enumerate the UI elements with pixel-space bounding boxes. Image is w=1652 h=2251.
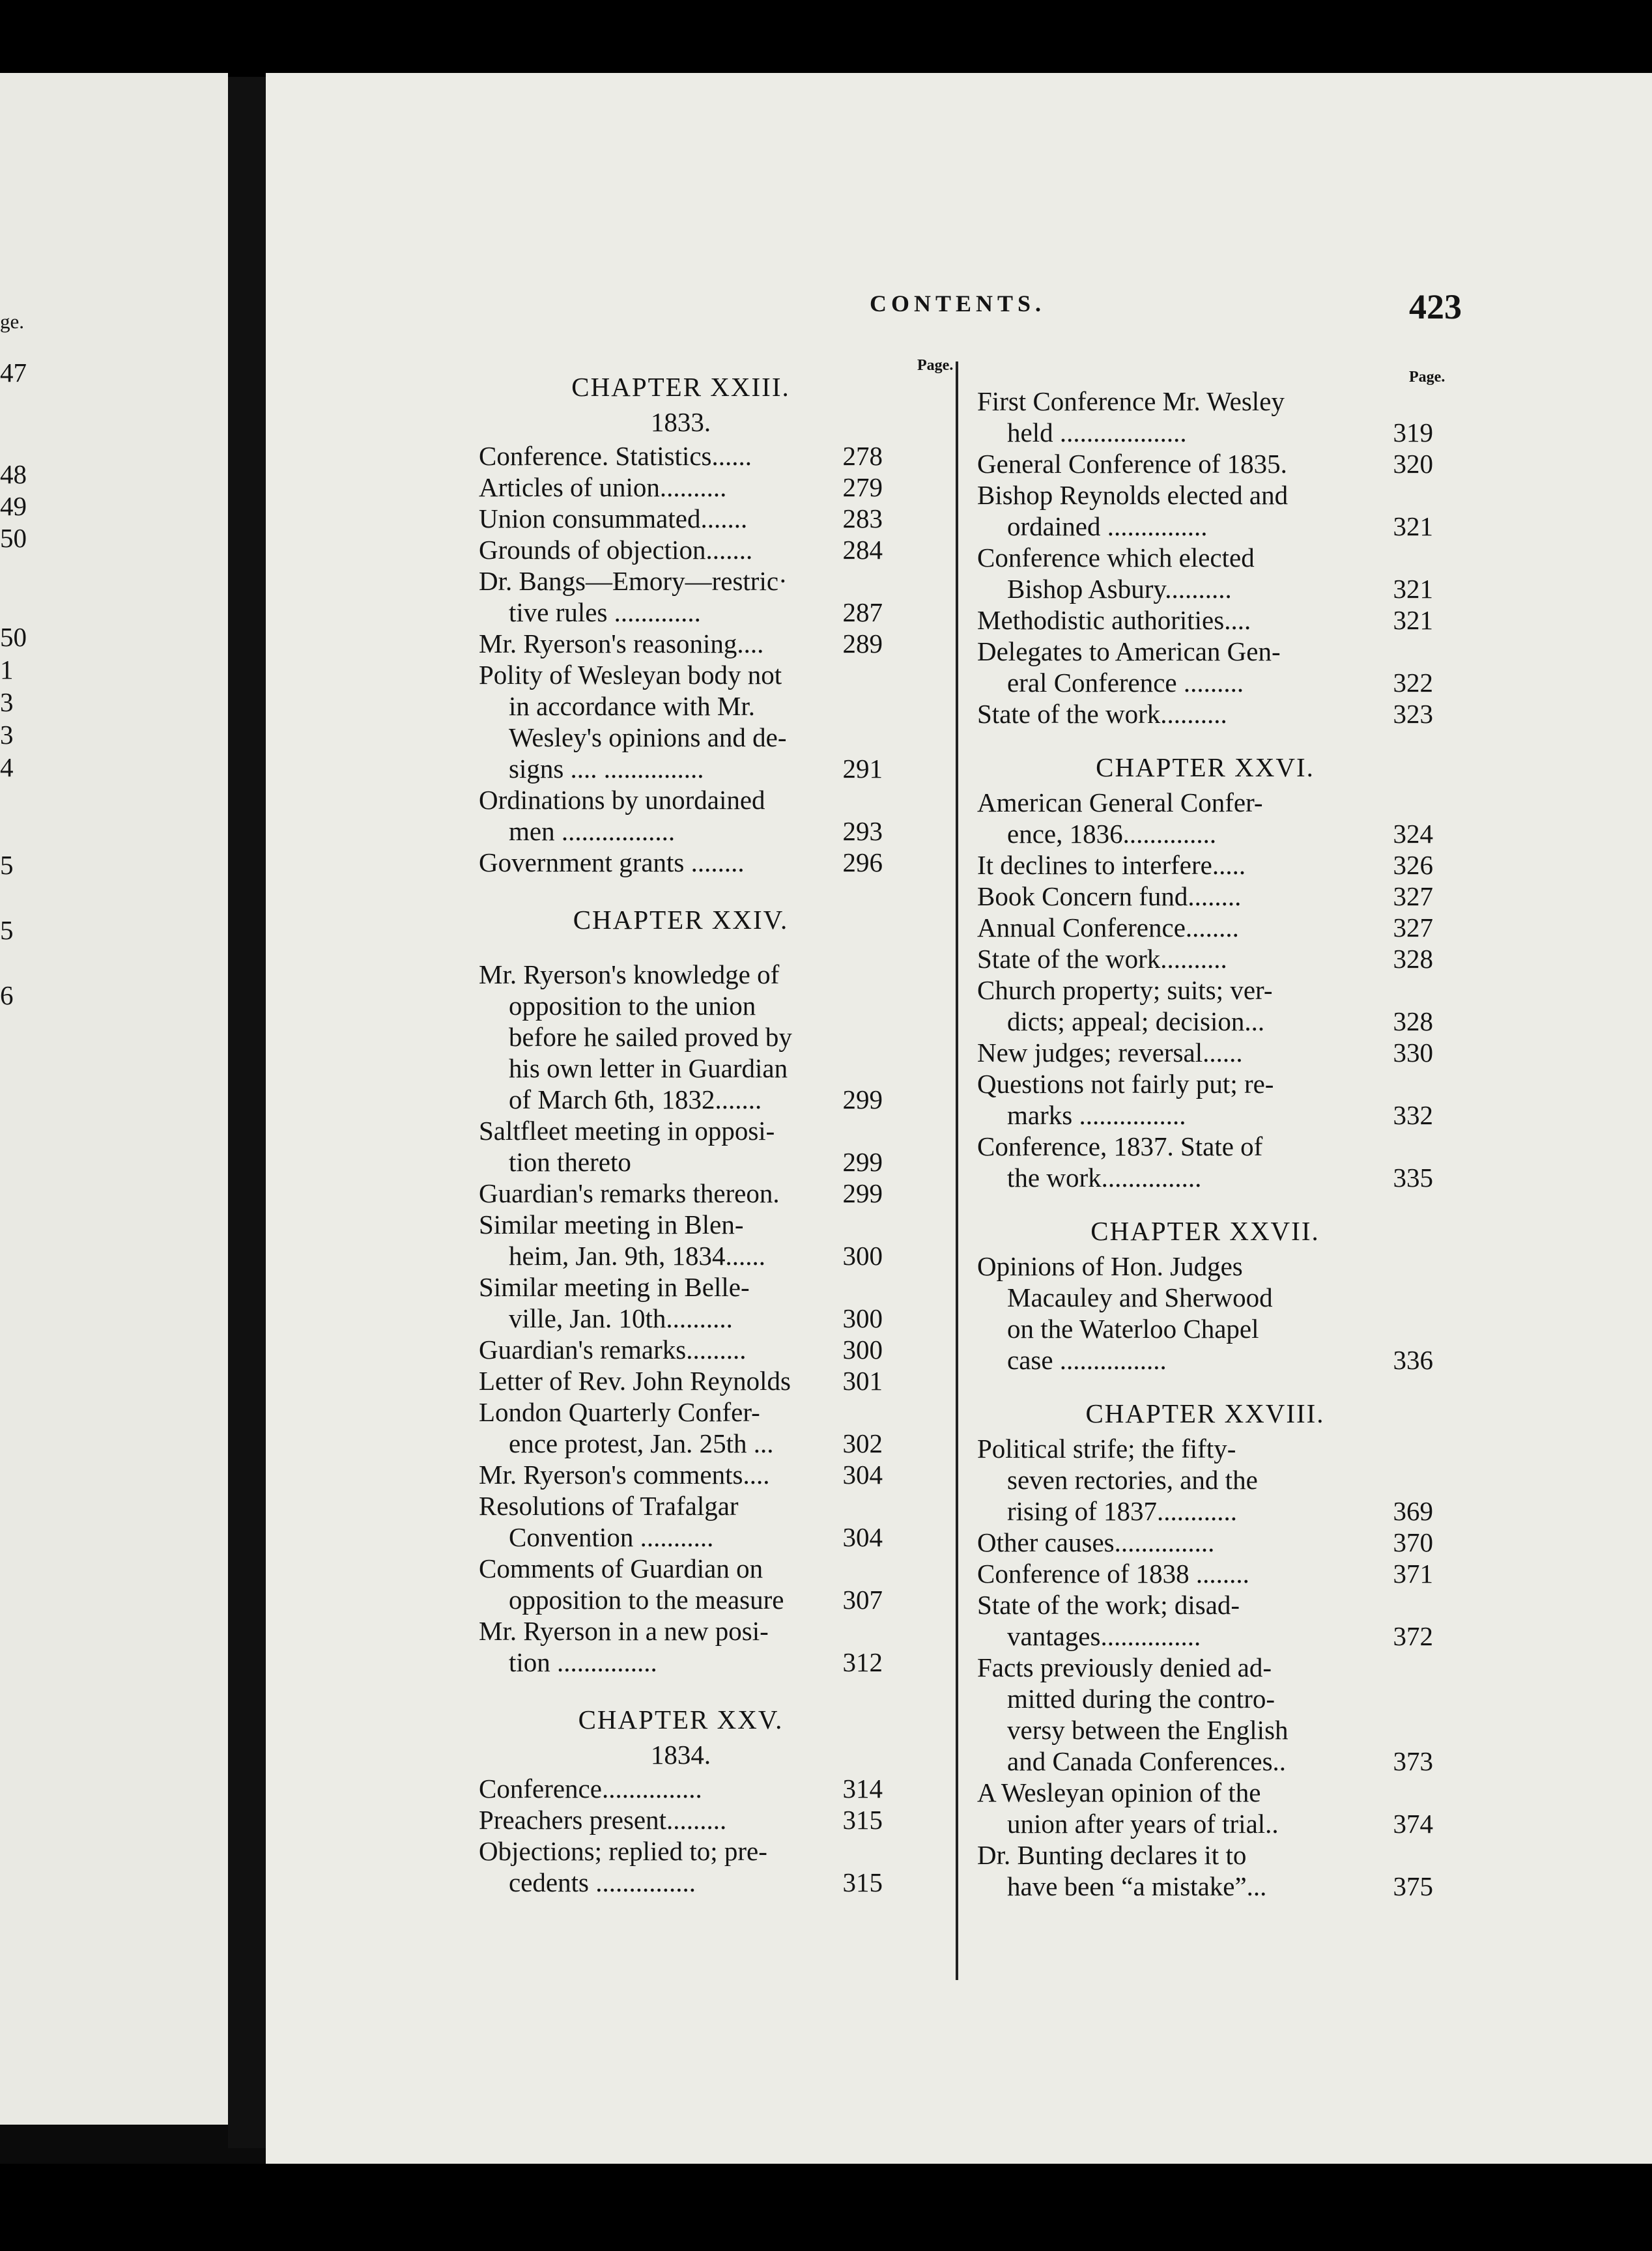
entry-page-number: 321 [1393, 605, 1433, 635]
contents-right-column [977, 362, 1433, 1902]
entry-page-number: 299 [842, 1147, 883, 1177]
left-page-number: 1 [0, 655, 14, 685]
page-column-label-right: Page. [1409, 369, 1445, 386]
contents-entry [479, 565, 883, 628]
contents-entry [479, 959, 883, 1115]
contents-entry [479, 534, 883, 565]
contents-entry [479, 1553, 883, 1615]
entry-page-number: 315 [842, 1867, 883, 1897]
entry-title-line: Guardian's remarks......... [479, 1335, 747, 1365]
entry-title-line: Mr. Ryerson's knowledge of [479, 959, 780, 989]
entry-title-line: Other causes............... [977, 1527, 1215, 1557]
entry-page-number: 293 [842, 816, 883, 846]
entry-page-number: 375 [1393, 1871, 1433, 1901]
entry-title-line: ence, 1836.............. [1007, 819, 1217, 849]
entry-title-line: tion ............... [509, 1647, 657, 1677]
entry-page-number: 300 [842, 1241, 883, 1271]
entry-page-number: 323 [1393, 699, 1433, 729]
contents-entry [977, 1251, 1433, 1376]
contents-entry [977, 479, 1433, 542]
entry-title-line: opposition to the union [509, 991, 756, 1021]
contents-entry [977, 1839, 1433, 1902]
scan-top-border [0, 0, 1652, 77]
entry-title-line: in accordance with Mr. [509, 691, 755, 721]
chapter-entries [977, 1251, 1433, 1376]
entry-title-line: case ................ [1007, 1345, 1167, 1375]
entry-title-line: Mr. Ryerson in a new posi- [479, 1616, 769, 1646]
entry-page-number: 370 [1393, 1527, 1433, 1557]
contents-entry [977, 1068, 1433, 1131]
entry-title-line: men ................. [509, 816, 676, 846]
contents-entry [977, 881, 1433, 912]
contents-left-column [479, 362, 883, 1898]
contents-entry [977, 448, 1433, 479]
entry-page-number: 374 [1393, 1809, 1433, 1839]
entry-title-line: before he sailed proved by [509, 1022, 792, 1052]
contents-entry [479, 1334, 883, 1365]
contents-entry [977, 1589, 1433, 1652]
contents-entry [977, 604, 1433, 636]
chapter-year: 1833. [650, 407, 711, 437]
entry-title-line: First Conference Mr. Wesley [977, 386, 1285, 416]
entry-page-number: 287 [842, 597, 883, 627]
entry-title-line: Mr. Ryerson's comments.... [479, 1460, 770, 1490]
left-page-number: 50 [0, 622, 27, 652]
entry-page-number: 312 [842, 1647, 883, 1677]
entry-title-line: opposition to the measure [509, 1585, 784, 1615]
entry-title-line: the work............... [1007, 1163, 1202, 1193]
entry-page-number: 328 [1393, 1006, 1433, 1036]
entry-title-line: Similar meeting in Blen- [479, 1210, 744, 1239]
entry-title-line: American General Confer- [977, 787, 1263, 817]
entry-title-line: Conference. Statistics...... [479, 441, 752, 471]
entry-title-line: seven rectories, and the [1007, 1465, 1258, 1495]
entry-title-line: Dr. Bangs—Emory—restric· [479, 566, 788, 596]
entry-title-line: Guardian's remarks thereon. [479, 1178, 780, 1208]
entry-page-number: 369 [1393, 1496, 1433, 1526]
entry-page-number: 321 [1393, 511, 1433, 541]
contents-entry [977, 787, 1433, 849]
entry-page-number: 304 [842, 1460, 883, 1490]
entry-page-number: 321 [1393, 574, 1433, 604]
entry-page-number: 291 [842, 754, 883, 784]
entry-page-number: 371 [1393, 1559, 1433, 1589]
entry-title-line: Delegates to American Gen- [977, 636, 1281, 666]
entry-title-line: and Canada Conferences.. [1007, 1746, 1287, 1776]
left-page-number: 3 [0, 687, 14, 717]
entry-page-number: 324 [1393, 819, 1433, 849]
entry-title-line: Similar meeting in Belle- [479, 1272, 750, 1302]
entry-title-line: ence protest, Jan. 25th ... [509, 1428, 774, 1458]
entry-title-line: Macauley and Sherwood [1007, 1282, 1273, 1312]
chapter-entries [479, 440, 883, 878]
entry-title-line: tive rules ............. [509, 597, 701, 627]
contents-entry [479, 1490, 883, 1553]
contents-entry [977, 912, 1433, 943]
chapter-title: CHAPTER XXVIII. [1085, 1398, 1325, 1428]
entry-title-line: Conference, 1837. State of [977, 1131, 1263, 1161]
left-page-number: 3 [0, 720, 14, 750]
chapter-entries [977, 386, 1433, 729]
contents-entry [977, 542, 1433, 604]
entry-page-number: 278 [842, 441, 883, 471]
column-divider [956, 361, 958, 1980]
contents-entry [977, 386, 1433, 448]
entry-title-line: Resolutions of Trafalgar [479, 1491, 739, 1521]
contents-entry [977, 1527, 1433, 1558]
entry-title-line: ville, Jan. 10th.......... [509, 1303, 733, 1333]
entry-page-number: 289 [842, 629, 883, 658]
entry-title-line: Conference............... [479, 1774, 702, 1804]
contents-entry [479, 1615, 883, 1678]
entry-title-line: Polity of Wesleyan body not [479, 660, 782, 690]
entry-title-line: State of the work.......... [977, 944, 1227, 974]
entry-page-number: 372 [1393, 1621, 1433, 1651]
contents-entry [977, 943, 1433, 974]
entry-title-line: heim, Jan. 9th, 1834...... [509, 1241, 766, 1271]
chapter-entries [977, 1433, 1433, 1902]
chapter-entries [479, 959, 883, 1678]
entry-title-line: ordained ............... [1007, 511, 1208, 541]
contents-entry [479, 1835, 883, 1898]
chapter-entries [977, 787, 1433, 1193]
left-page-number: 49 [0, 491, 27, 521]
entry-title-line: Political strife; the fifty- [977, 1434, 1236, 1464]
entry-title-line: Convention ........... [509, 1522, 714, 1552]
entry-title-line: State of the work; disad- [977, 1590, 1240, 1620]
contents-entry [977, 1433, 1433, 1527]
contents-entry [977, 1037, 1433, 1068]
chapter-title: CHAPTER XXV. [578, 1705, 784, 1734]
entry-page-number: 328 [1393, 944, 1433, 974]
entry-page-number: 300 [842, 1303, 883, 1333]
contents-entry [479, 1804, 883, 1835]
entry-title-line: of March 6th, 1832....... [509, 1084, 762, 1114]
entry-title-line: Mr. Ryerson's reasoning.... [479, 629, 764, 658]
entry-title-line: General Conference of 1835. [977, 449, 1287, 479]
entry-title-line: Opinions of Hon. Judges [977, 1251, 1243, 1281]
left-page-number: 6 [0, 980, 14, 1010]
entry-title-line: Articles of union.......... [479, 472, 727, 502]
running-head: CONTENTS. [870, 290, 1046, 317]
entry-title-line: New judges; reversal...... [977, 1038, 1243, 1068]
contents-entry [479, 784, 883, 847]
entry-title-line: versy between the English [1007, 1715, 1289, 1745]
left-page-number: 4 [0, 752, 14, 782]
left-page-number: 5 [0, 850, 14, 880]
entry-title-line: Book Concern fund........ [977, 881, 1242, 911]
contents-entry [479, 440, 883, 472]
entry-title-line: London Quarterly Confer- [479, 1397, 760, 1427]
entry-page-number: 279 [842, 472, 883, 502]
right-page [266, 73, 1652, 2164]
contents-entry [479, 628, 883, 659]
entry-title-line: Government grants ........ [479, 847, 745, 877]
entry-page-number: 319 [1393, 418, 1433, 447]
page-column-label-left: Page. [917, 357, 954, 374]
contents-entry [479, 659, 883, 784]
entry-title-line: dicts; appeal; decision... [1007, 1006, 1265, 1036]
entry-title-line: It declines to interfere..... [977, 850, 1246, 880]
entry-title-line: Grounds of objection....... [479, 535, 753, 565]
entry-title-line: eral Conference ......... [1007, 668, 1244, 698]
entry-title-line: State of the work.......... [977, 699, 1227, 729]
contents-entry [479, 847, 883, 878]
entry-page-number: 373 [1393, 1746, 1433, 1776]
left-page-number: 48 [0, 459, 27, 489]
entry-title-line: Conference of 1838 ........ [977, 1559, 1249, 1589]
entry-title-line: on the Waterloo Chapel [1007, 1314, 1259, 1344]
entry-title-line: A Wesleyan opinion of the [977, 1777, 1261, 1807]
scan-bottom-border [0, 2164, 1652, 2251]
contents-entry [977, 974, 1433, 1037]
entry-page-number: 302 [842, 1428, 883, 1458]
entry-title-line: Methodistic authorities.... [977, 605, 1251, 635]
contents-entry [977, 1131, 1433, 1193]
entry-title-line: Bishop Reynolds elected and [977, 480, 1289, 510]
entry-title-line: signs .... ............... [509, 754, 704, 784]
contents-entry [479, 1773, 883, 1804]
chapter-title: CHAPTER XXIV. [573, 905, 789, 935]
entry-page-number: 332 [1393, 1100, 1433, 1130]
chapter-title: CHAPTER XXVI. [1096, 752, 1315, 782]
left-page-number: 50 [0, 523, 27, 553]
entry-title-line: held ................... [1007, 418, 1187, 447]
entry-title-line: tion thereto [509, 1147, 631, 1177]
contents-entry [479, 1459, 883, 1490]
contents-entry [977, 636, 1433, 698]
entry-page-number: 322 [1393, 668, 1433, 698]
contents-entry [977, 1558, 1433, 1589]
entry-title-line: Conference which elected [977, 543, 1255, 573]
contents-entry [479, 1365, 883, 1396]
entry-title-line: his own letter in Guardian [509, 1053, 788, 1083]
chapter-entries [479, 1773, 883, 1898]
chapter-title: CHAPTER XXIII. [571, 372, 790, 402]
contents-entry [479, 1178, 883, 1209]
entry-page-number: 307 [842, 1585, 883, 1615]
contents-entry [977, 849, 1433, 881]
contents-entry [479, 1115, 883, 1178]
entry-title-line: Facts previously denied ad- [977, 1652, 1272, 1682]
entry-page-number: 336 [1393, 1345, 1433, 1375]
page-edge-shadow [259, 195, 266, 2084]
entry-page-number: 326 [1393, 850, 1433, 880]
contents-entry [977, 1652, 1433, 1777]
entry-title-line: Wesley's opinions and de- [509, 722, 787, 752]
contents-entry [977, 1777, 1433, 1839]
entry-page-number: 330 [1393, 1038, 1433, 1068]
entry-title-line: Preachers present......... [479, 1805, 727, 1835]
entry-title-line: rising of 1837............ [1007, 1496, 1238, 1526]
entry-title-line: vantages............... [1007, 1621, 1201, 1651]
left-page-margin-numbers [0, 73, 228, 2125]
entry-title-line: Union consummated....... [479, 503, 748, 533]
entry-title-line: Bishop Asbury.......... [1007, 574, 1232, 604]
contents-entry [479, 1271, 883, 1334]
entry-page-number: 327 [1393, 913, 1433, 942]
entry-title-line: Dr. Bunting declares it to [977, 1840, 1247, 1870]
entry-page-number: 299 [842, 1178, 883, 1208]
entry-page-number: 296 [842, 847, 883, 877]
page-number: 423 [1409, 287, 1462, 326]
entry-page-number: 284 [842, 535, 883, 565]
entry-title-line: Saltfleet meeting in opposi- [479, 1116, 775, 1146]
entry-page-number: 299 [842, 1084, 883, 1114]
entry-page-number: 315 [842, 1805, 883, 1835]
entry-title-line: mitted during the contro- [1007, 1684, 1275, 1714]
contents-entry [479, 1209, 883, 1271]
entry-page-number: 335 [1393, 1163, 1433, 1193]
entry-title-line: Annual Conference........ [977, 913, 1239, 942]
entry-title-line: Church property; suits; ver- [977, 975, 1273, 1005]
contents-entry [479, 503, 883, 534]
entry-page-number: 304 [842, 1522, 883, 1552]
entry-title-line: Questions not fairly put; re- [977, 1069, 1274, 1099]
left-page-number: 5 [0, 915, 14, 945]
entry-title-line: cedents ............... [509, 1867, 696, 1897]
entry-page-number: 283 [842, 503, 883, 533]
contents-entry [479, 472, 883, 503]
entry-title-line: Letter of Rev. John Reynolds [479, 1366, 791, 1396]
entry-page-number: 327 [1393, 881, 1433, 911]
entry-page-number: 300 [842, 1335, 883, 1365]
contents-entry [479, 1396, 883, 1459]
left-page-fragment [0, 73, 228, 2125]
entry-title-line: marks ................ [1007, 1100, 1186, 1130]
chapter-year: 1834. [650, 1740, 711, 1770]
entry-page-number: 301 [842, 1366, 883, 1396]
entry-page-number: 314 [842, 1774, 883, 1804]
entry-title-line: Comments of Guardian on [479, 1553, 763, 1583]
entry-title-line: Objections; replied to; pre- [479, 1836, 767, 1866]
contents-entry [977, 698, 1433, 729]
entry-title-line: Ordinations by unordained [479, 785, 765, 815]
entry-title-line: union after years of trial.. [1007, 1809, 1279, 1839]
entry-page-number: 320 [1393, 449, 1433, 479]
left-page-header: ge. [0, 310, 25, 333]
left-page-number: 47 [0, 358, 27, 388]
chapter-title: CHAPTER XXVII. [1090, 1216, 1320, 1246]
entry-title-line: have been “a mistake”... [1007, 1871, 1267, 1901]
